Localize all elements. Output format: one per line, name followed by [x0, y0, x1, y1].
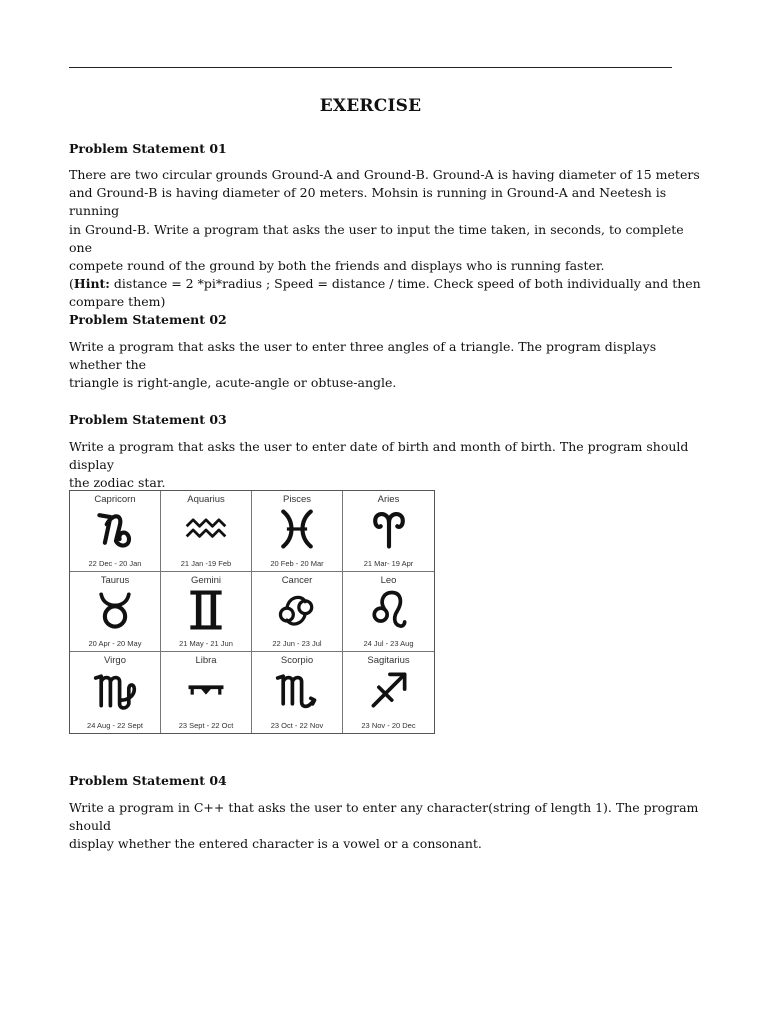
problem-02-heading: Problem Statement 02: [69, 312, 227, 327]
taurus-icon: [92, 587, 138, 633]
zodiac-name: Aries: [377, 494, 400, 505]
problem-01-text: [69, 166, 701, 312]
text-line: compare them): [69, 294, 166, 310]
text-line: Write a program in C++ that asks the user to enter any character(string of length 1). The program should: [69, 800, 699, 834]
zodiac-chart: [69, 490, 435, 734]
text-line: triangle is right-angle, acute-angle or obtuse-angle.: [69, 375, 397, 391]
hint-label: Hint:: [73, 276, 110, 292]
hint-text: distance = 2 *pi*radius ; Speed = distance / time. Check speed of both individually and then: [109, 276, 701, 292]
zodiac-dates: 21 Mar- 19 Apr: [363, 558, 414, 568]
zodiac-name: Cancer: [281, 574, 313, 586]
zodiac-cell-aries: [343, 491, 434, 572]
zodiac-name: Leo: [380, 574, 397, 586]
problem-04-heading: Problem Statement 04: [69, 773, 227, 788]
aries-icon: [366, 506, 412, 552]
zodiac-name: Libra: [195, 655, 217, 667]
leo-icon: [366, 587, 412, 633]
problem-03-heading: Problem Statement 03: [69, 412, 227, 427]
zodiac-dates: 23 Sept - 22 Oct: [178, 720, 234, 730]
text-line: the zodiac star.: [69, 475, 166, 491]
zodiac-cell-taurus: [70, 572, 161, 653]
aquarius-icon: [183, 506, 229, 552]
zodiac-cell-cancer: [252, 572, 343, 653]
zodiac-dates: 24 Aug - 22 Sept: [87, 720, 143, 730]
cancer-icon: [274, 587, 320, 633]
zodiac-cell-sagittarius: [343, 652, 434, 733]
zodiac-cell-libra: [161, 652, 252, 733]
zodiac-name: Aquarius: [187, 494, 225, 505]
zodiac-cell-gemini: [161, 572, 252, 653]
text-line: and Ground-B is having diameter of 20 meters. Mohsin is running in Ground-A and Neetesh is running: [69, 185, 667, 219]
zodiac-dates: 22 Jun - 23 Jul: [272, 639, 322, 649]
hint-line: (Hint: distance = 2 *pi*radius ; Speed = distance / time. Check speed of both individually and then: [69, 276, 701, 292]
zodiac-dates: 24 Jul - 23 Aug: [363, 639, 414, 649]
zodiac-name: Capricorn: [94, 494, 136, 505]
zodiac-cell-scorpio: [252, 652, 343, 733]
zodiac-name: Virgo: [103, 655, 126, 667]
zodiac-dates: 23 Nov - 20 Dec: [361, 720, 416, 730]
zodiac-dates: 23 Oct - 22 Nov: [270, 720, 324, 730]
top-divider: [69, 67, 672, 68]
sagittarius-icon: [366, 667, 412, 713]
problem-02-text: [69, 338, 701, 393]
zodiac-cell-leo: [343, 572, 434, 653]
problem-01-heading: Problem Statement 01: [69, 141, 227, 156]
zodiac-name: Gemini: [190, 574, 222, 586]
zodiac-cell-virgo: [70, 652, 161, 733]
zodiac-name: Taurus: [100, 574, 130, 586]
zodiac-dates: 21 Jan -19 Feb: [180, 558, 232, 568]
libra-icon: [183, 667, 229, 713]
zodiac-cell-capricorn: [70, 491, 161, 572]
virgo-icon: [92, 667, 138, 713]
pisces-icon: [274, 506, 320, 552]
text-line: There are two circular grounds Ground-A and Ground-B. Ground-A is having diameter of 15 meters: [69, 167, 700, 182]
text-line: Write a program that asks the user to enter three angles of a triangle. The program displays whether the: [69, 339, 657, 373]
zodiac-dates: 20 Apr - 20 May: [88, 639, 142, 649]
zodiac-dates: 20 Feb - 20 Mar: [270, 558, 324, 568]
capricorn-icon: [92, 506, 138, 552]
zodiac-dates: 21 May - 21 Jun: [179, 639, 233, 649]
zodiac-dates: 22 Dec - 20 Jan: [88, 558, 142, 568]
zodiac-name: Pisces: [283, 494, 311, 505]
text-line: in Ground-B. Write a program that asks the user to input the time taken, in seconds, to complete one: [69, 221, 684, 255]
zodiac-name: Sagitarius: [367, 655, 410, 667]
zodiac-name: Scorpio: [280, 655, 314, 667]
problem-03-text: [69, 438, 701, 493]
gemini-icon: [183, 587, 229, 633]
zodiac-cell-aquarius: [161, 491, 252, 572]
text-line: compete round of the ground by both the friends and displays who is running faster.: [69, 258, 605, 274]
scorpio-icon: [274, 667, 320, 713]
text-line: display whether the entered character is a vowel or a consonant.: [69, 836, 482, 852]
problem-04-text: [69, 799, 701, 854]
page-title: EXERCISE: [319, 96, 422, 116]
text-line: Write a program that asks the user to enter date of birth and month of birth. The program should display: [69, 439, 689, 473]
zodiac-cell-pisces: [252, 491, 343, 572]
